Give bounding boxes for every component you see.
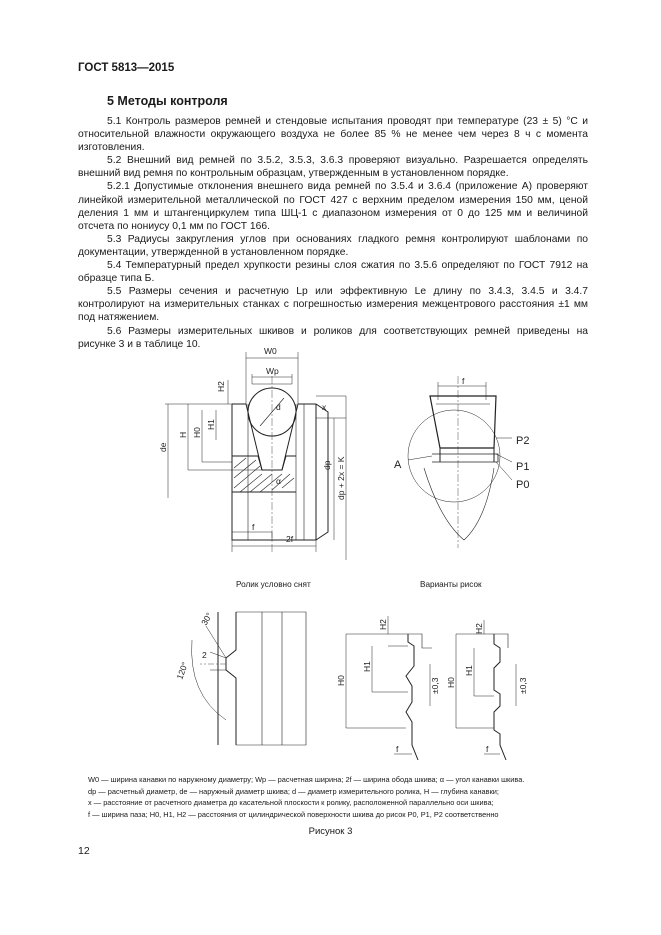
- label-dp2x: dp + 2x = K: [336, 456, 346, 500]
- page-number: 12: [78, 845, 90, 857]
- label-d: d: [276, 402, 281, 412]
- label-de: de: [158, 442, 168, 452]
- label-tol-b1: ±0,3: [430, 677, 440, 694]
- figure-legend: [78, 774, 590, 820]
- paragraph-5-1: 5.1 Контроль размеров ремней и стендовые испытания проводят при температуре (23 ± 5) °С и относительной влажности окружающего воздуха не более 85 % не менее чем через 8 ч с момента изготовления.: [78, 116, 588, 154]
- profile-view-1: [346, 616, 432, 760]
- legend-line: W0 — ширина канавки по наружному диаметру; Wp — расчетная ширина; 2f — ширина обода шкива; α — угол канавки шкива.: [88, 775, 525, 784]
- label-H1-b1: H1: [362, 661, 372, 672]
- label-H: H: [178, 431, 188, 438]
- profile-view-2: [456, 620, 516, 760]
- label-2f: 2f: [286, 534, 294, 544]
- label-Wp: Wp: [266, 366, 279, 376]
- label-2: 2: [202, 650, 207, 660]
- label-H0-b2: H0: [446, 677, 456, 688]
- label-H0: H0: [192, 427, 202, 438]
- legend-line: f — ширина паза; H0, H1, H2 — расстояния от цилиндрической поверхности шкива до рисок P0, P1, P2 соответственно: [88, 809, 499, 819]
- label-P1: P1: [516, 461, 530, 473]
- label-P2: P2: [516, 435, 530, 447]
- marks-variants-view: [408, 376, 512, 548]
- doc-code: ГОСТ 5813—2015: [78, 62, 175, 74]
- label-H2-b1: H2: [378, 619, 388, 630]
- pulley-section-view: [165, 352, 346, 560]
- paragraph-5-2: 5.2 Внешний вид ремней по 3.5.2, 3.5.3, 3.6.3 проверяют визуально. Разрешается определять внешний вид ремня по контрольным образцам, утвержденным в установленном порядке.: [78, 155, 588, 180]
- label-H1: H1: [206, 419, 216, 430]
- label-H2: H2: [216, 381, 226, 392]
- label-f-variants: f: [462, 376, 465, 386]
- legend-line: x — расстояние от расчетного диаметра до касательной плоскости к ролику, расположенной параллельно оси шкива;: [88, 798, 494, 808]
- paragraph-5-5: 5.5 Размеры сечения и расчетную Lp или эффективную Le длину по 3.4.3, 3.4.5 и 3.4.7 контролируют на измерительных станках с погрешностью измерения межцентрового расстояния ±1 мм под натяжением.: [78, 286, 588, 324]
- label-H1-b2: H1: [464, 665, 474, 676]
- caption-mark-variants: Варианты рисок: [420, 580, 482, 589]
- label-f-b1: f: [396, 744, 399, 754]
- label-H2-b2: H2: [474, 623, 484, 634]
- paragraph-5-4: 5.4 Температурный предел хрупкости резины слоя сжатия по 3.5.6 определяют по ГОСТ 7912 на образце типа Б.: [78, 260, 588, 285]
- label-P0: P0: [516, 479, 530, 491]
- label-120: 120°: [174, 660, 190, 681]
- label-tol-b2: ±0,3: [518, 677, 528, 694]
- label-f: f: [252, 522, 255, 532]
- paragraph-5-3: 5.3 Радиусы закругления углов при основаниях гладкого ремня контролируют шаблонами по документации, утвержденной в установленном порядке.: [78, 233, 588, 258]
- label-alpha: α: [276, 476, 281, 486]
- caption-roller-removed: Ролик условно снят: [236, 580, 311, 589]
- paragraph-5-6: 5.6 Размеры измерительных шкивов и роликов для соответствующих ремней приведены на рисунке 3 и в таблице 10.: [78, 325, 588, 350]
- label-f-b2: f: [486, 744, 489, 754]
- label-30: 30°: [199, 610, 215, 627]
- paragraph-5-2-1: 5.2.1 Допустимые отклонения внешнего вида ремней по 3.5.4 и 3.6.4 (приложение А) проверяют линейкой измерительной металлической по ГОСТ 427 с верхним пределом измерения 150 мм, ценой деления 1 мм и штангенциркулем типа ШЦ-1 с диапазоном измерения от 0 до 125 мм и величиной отсчета по нониусу 0,1 мм по ГОСТ 166.: [78, 181, 588, 232]
- label-dp: dp: [322, 460, 332, 470]
- section-title: 5 Методы контроля: [107, 94, 228, 108]
- label-H0-b1: H0: [336, 675, 346, 686]
- label-W0: W0: [264, 346, 277, 356]
- legend-line: dp — расчетный диаметр, de — наружный диаметр шкива; d — диаметр измерительного ролика, H — глубина канавки;: [88, 786, 499, 796]
- groove-angle-view: [192, 612, 306, 745]
- figure-title: Рисунок 3: [308, 826, 353, 837]
- label-x: x: [322, 402, 327, 412]
- label-A: A: [394, 459, 402, 471]
